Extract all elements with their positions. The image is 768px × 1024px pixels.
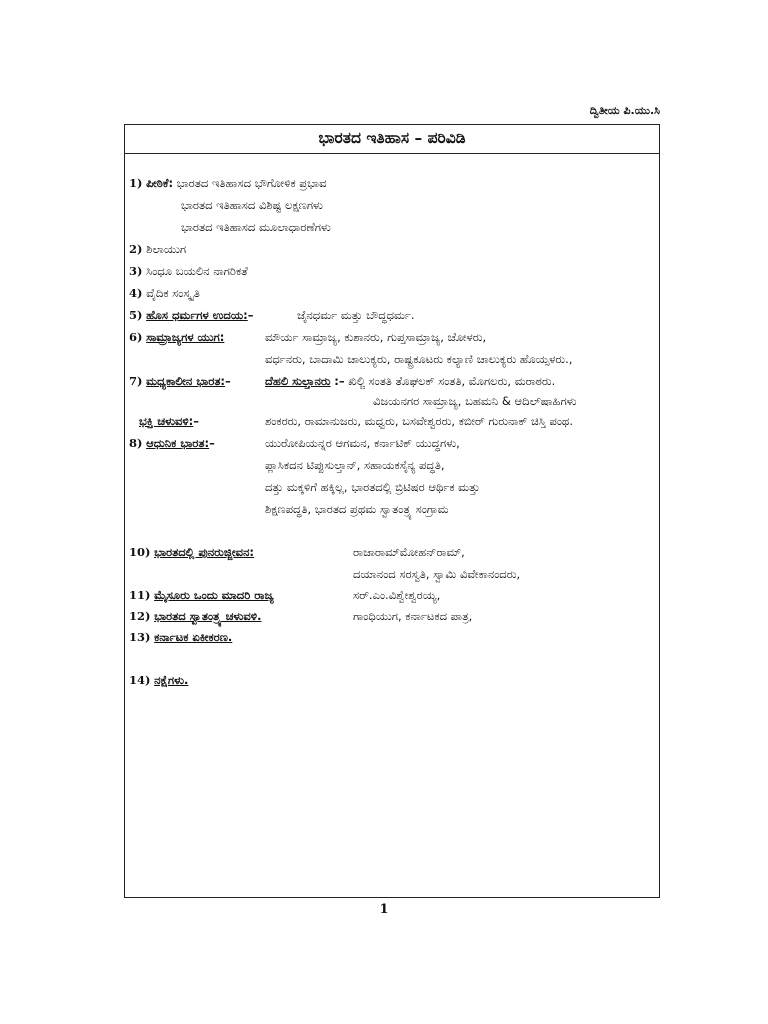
item-6-text: ಮೌರ್ಯ ಸಾಮ್ರಾಜ್ಯ, ಕುಶಾನರು, ಗುಪ್ತಸಾಮ್ರಾಜ್ಯ, ಚೋಳರು, (265, 330, 487, 344)
item-7-line-2: ವಿಜಯನಗರ ಸಾಮ್ರಾಜ್ಯ, ಬಹಮನಿ & ಆದಿಲ್‌ಷಾಹಿಗಳು (373, 394, 577, 408)
item-14: 14) ನಕ್ಷೆಗಳು. (129, 673, 189, 687)
header-course-label: ದ್ವಿತೀಯ ಪಿ.ಯು.ಸಿ (589, 104, 660, 117)
item-10-text: ರಾಜಾರಾಮ್‌ಮೋಹನ್‌ರಾಮ್, (353, 545, 465, 559)
item-5: 5) ಹೊಸ ಧರ್ಮಗಳ ಉದಯ:– (129, 308, 254, 322)
contents-box (124, 124, 660, 898)
item-2: 2) ಶಿಲಾಯುಗ (129, 242, 187, 256)
item-1-line-2: ಭಾರತದ ಇತಿಹಾಸದ ವಿಶಿಷ್ಟ ಲಕ್ಷಣಗಳು (181, 198, 323, 212)
page-number: 1 (379, 902, 389, 917)
item-10-line-2: ದಯಾನಂದ ಸರಸ್ವತಿ, ಸ್ವಾಮಿ ವಿವೇಕಾನಂದರು, (353, 567, 521, 581)
item-8-text: ಯುರೋಪಿಯನ್ನರ ಆಗಮನ, ಕರ್ನಾಟಿಕ್ ಯುದ್ಧಗಳು, (265, 436, 460, 450)
item-6: 6) ಸಾಮ್ರಾಜ್ಯಗಳ ಯುಗ: (129, 330, 225, 344)
page-title: ಭಾರತದ ಇತಿಹಾಸ – ಪರಿವಿಡಿ (318, 129, 466, 147)
item-6-line-2: ವರ್ಧನರು, ಬಾದಾಮಿ ಚಾಲುಕ್ಯರು, ರಾಷ್ಟ್ರಕೂಟರು ಕಲ್ಯಾಣಿ ಚಾಲುಕ್ಯರು ಹೊಯ್ಸಳರು., (265, 352, 573, 366)
bhakti-movement: ಭಕ್ತಿ ಚಳುವಳಿ:– (139, 414, 199, 428)
bhakti-text: ಶಂಕರರು, ರಾಮಾನುಜರು, ಮಧ್ವರು, ಬಸವೇಶ್ವರರು, ಕಬೀರ್ ಗುರುನಾಕ್ ಚಿಸ್ತಿ ಪಂಥ. (265, 414, 574, 428)
item-1-line-3: ಭಾರತದ ಇತಿಹಾಸದ ಮೂಲಾಧಾರಣೆಗಳು (181, 220, 331, 234)
item-13: 13) ಕರ್ನಾಟಕ ಏಕೀಕರಣ. (129, 630, 233, 644)
item-12-text: ಗಾಂಧಿಯುಗ, ಕರ್ನಾಟಕದ ಪಾತ್ರ, (353, 609, 473, 623)
item-11: 11) ಮೈಸೂರು ಒಂದು ಮಾದರಿ ರಾಜ್ಯ (129, 588, 274, 602)
item-7-text: ದೆಹಲಿ ಸುಲ್ತಾನರು :– ಖಿಲ್ಜಿ ಸಂತತಿ ತೊಘಲಕ್ ಸಂತತಿ, ಮೊಗಲರು, ಮರಾಠರು. (265, 374, 556, 388)
item-10: 10) ಭಾರತದಲ್ಲಿ ಪುನರುಜ್ಜೀವನ: (129, 545, 255, 559)
item-5-text: ಜೈನಧರ್ಮ ಮತ್ತು ಬೌದ್ಧಧರ್ಮ. (297, 308, 415, 322)
item-8-line-4: ಶಿಕ್ಷಣಪದ್ಧತಿ, ಭಾರತದ ಪ್ರಥಮ ಸ್ವಾತಂತ್ರ್ಯ ಸಂಗ್ರಾಮ (265, 502, 449, 516)
item-8-line-3: ದತ್ತು ಮಕ್ಕಳಿಗೆ ಹಕ್ಕಿಲ್ಲ, ಭಾರತದಲ್ಲಿ ಬ್ರಿಟಿಷರ ಆರ್ಥಿಕ ಮತ್ತು (265, 480, 480, 494)
title-divider (125, 153, 659, 154)
item-3: 3) ಸಿಂಧೂ ಬಯಲಿನ ನಾಗರಿಕತೆ (129, 264, 248, 278)
item-4: 4) ವೈದಿಕ ಸಂಸ್ಕೃತಿ (129, 286, 200, 300)
item-12: 12) ಭಾರತದ ಸ್ವಾತಂತ್ರ್ಯ ಚಳುವಳಿ. (129, 609, 262, 623)
item-11-text: ಸರ್.ಎಂ.ವಿಶ್ವೇಶ್ವರಯ್ಯ, (353, 588, 441, 602)
item-1: 1) ಪೀಠಿಕೆ: ಭಾರತದ ಇತಿಹಾಸದ ಭೌಗೋಳಿಕ ಪ್ರಭಾವ (129, 176, 327, 190)
item-8: 8) ಆಧುನಿಕ ಭಾರತ:– (129, 436, 215, 450)
item-8-line-2: ಪ್ಲಾಸಿಕದನ ಟಿಪ್ಪುಸುಲ್ತಾನ್, ಸಹಾಯಕಸೈನ್ಯ ಪದ್ಧತಿ, (265, 458, 445, 472)
item-7: 7) ಮಧ್ಯಕಾಲೀನ ಭಾರತ:– (129, 374, 231, 388)
